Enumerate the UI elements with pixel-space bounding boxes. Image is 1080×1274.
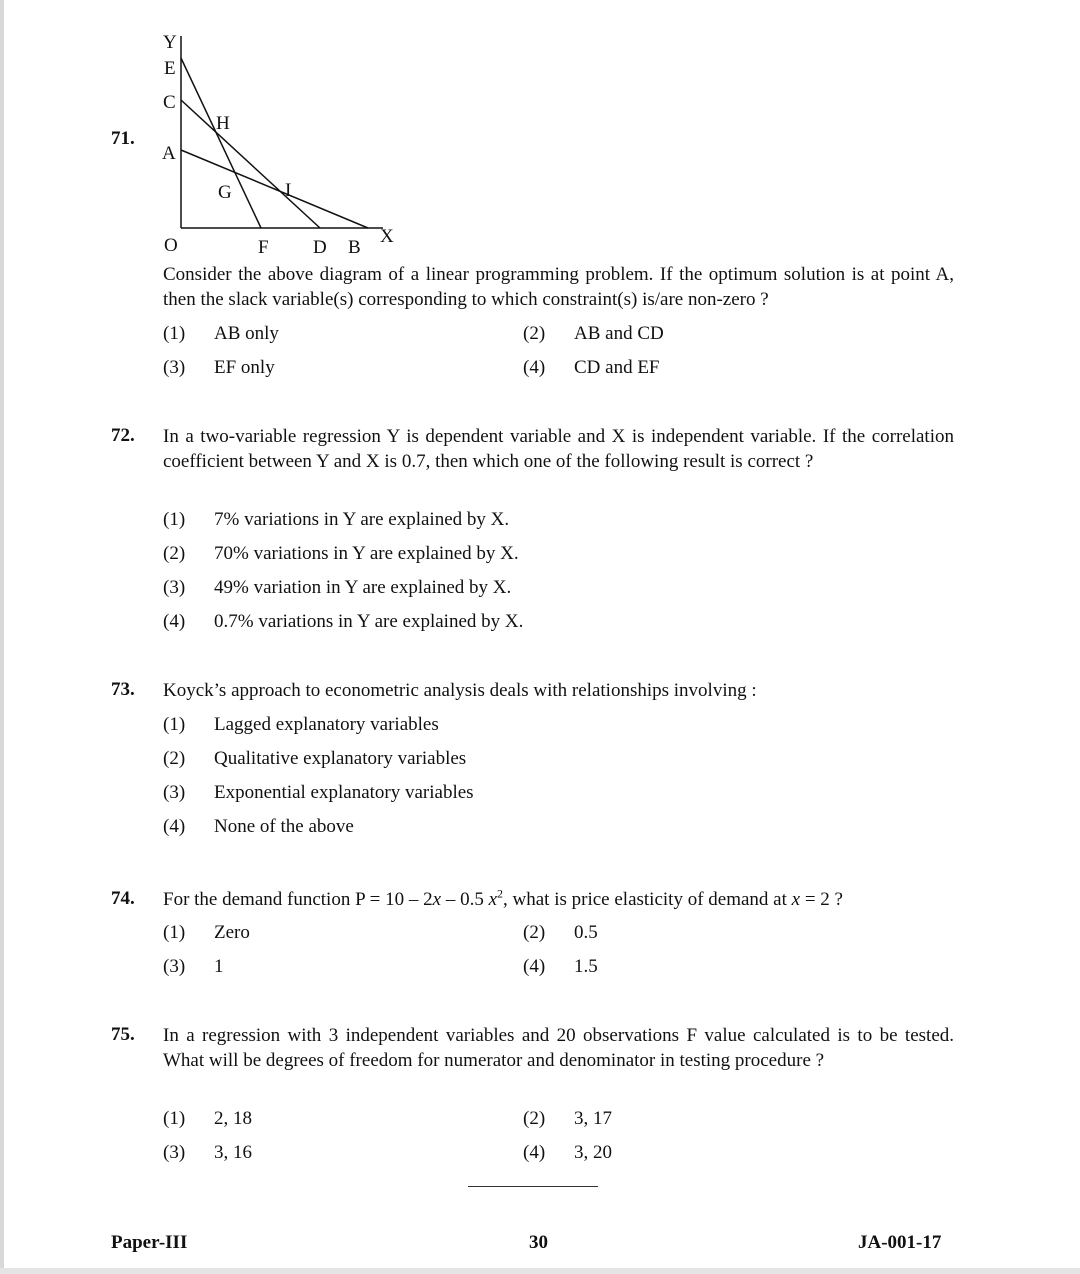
option-text: 1: [214, 956, 224, 977]
page-bottom-edge: [0, 1268, 1080, 1274]
q74-text-after: , what is price elasticity of demand at: [503, 889, 792, 910]
q74-text-mid: – 0.5: [441, 889, 489, 910]
label-D: D: [313, 237, 327, 258]
option-label: (2): [523, 922, 546, 943]
q74-var-x-eval: x: [791, 889, 801, 910]
option-label: (4): [523, 1142, 546, 1163]
option-text: EF only: [214, 357, 275, 378]
q74-exponent: 2: [497, 886, 504, 901]
option-text: CD and EF: [574, 357, 660, 378]
q74-option-1: [163, 921, 250, 945]
q75-option-2: [523, 1107, 612, 1131]
option-label: (2): [523, 1108, 546, 1129]
option-text: 3, 16: [214, 1142, 252, 1163]
q72-option-3: [163, 576, 511, 600]
q73-option-2: [163, 747, 466, 771]
q72-option-2: [163, 542, 519, 566]
question-74-text: [163, 887, 954, 912]
option-label: (2): [523, 323, 546, 344]
label-C: C: [163, 92, 176, 113]
option-text: 1.5: [574, 956, 598, 977]
option-text: Exponential explanatory variables: [214, 782, 474, 803]
footer-paper-label: Paper-III: [111, 1232, 188, 1253]
q71-option-1: [163, 322, 279, 346]
q74-option-4: [523, 955, 598, 979]
q73-option-3: [163, 781, 474, 805]
end-rule: [468, 1186, 598, 1187]
question-73-number: 73.: [111, 679, 135, 700]
option-label: (4): [523, 357, 546, 378]
option-text: AB and CD: [574, 323, 664, 344]
label-B: B: [348, 237, 361, 258]
q74-text-end: = 2 ?: [800, 889, 843, 910]
option-text: AB only: [214, 323, 279, 344]
option-text: 3, 20: [574, 1142, 612, 1163]
q74-text-before: For the demand function P = 10 – 2: [163, 889, 433, 910]
page-left-edge: [0, 0, 4, 1274]
constraint-line-CD: [181, 100, 320, 228]
option-label: (3): [163, 1142, 186, 1163]
option-label: (4): [523, 956, 546, 977]
option-text: None of the above: [214, 816, 354, 837]
option-text: 70% variations in Y are explained by X.: [214, 543, 519, 564]
q74-var-x-squared: x: [488, 889, 498, 910]
option-label: (3): [163, 357, 186, 378]
q72-option-4: [163, 610, 523, 634]
option-text: Qualitative explanatory variables: [214, 748, 467, 769]
option-label: (1): [163, 323, 186, 344]
question-72-number: 72.: [111, 425, 135, 446]
option-label: (1): [163, 922, 186, 943]
q74-option-2: [523, 921, 598, 945]
footer-code: JA-001-17: [858, 1232, 942, 1253]
label-x-axis: X: [380, 226, 394, 247]
label-G: G: [218, 182, 232, 203]
question-74-number: 74.: [111, 888, 135, 909]
label-F: F: [258, 237, 269, 258]
question-75-text: In a regression with 3 independent variables and 20 observations F value calculated is to be tested. What will be degrees of freedom for numerator and denominator in testing procedure ?: [163, 1025, 954, 1071]
option-text: 0.5: [574, 922, 598, 943]
q71-option-4: [523, 356, 660, 380]
q75-option-4: [523, 1141, 612, 1165]
option-label: (3): [163, 956, 186, 977]
q74-option-3: [163, 955, 224, 979]
footer-page-number: 30: [529, 1232, 548, 1253]
option-label: (2): [163, 543, 186, 564]
constraint-line-AB: [181, 150, 368, 228]
question-71-text: Consider the above diagram of a linear programming problem. If the optimum solution is at point A, then the slack variable(s) corresponding to which constraint(s) is/are non-zero ?: [163, 264, 954, 310]
option-text: 3, 17: [574, 1108, 612, 1129]
q72-option-1: [163, 508, 509, 532]
option-text: 2, 18: [214, 1108, 252, 1129]
label-I: I: [285, 180, 292, 201]
q71-option-3: [163, 356, 275, 380]
option-label: (1): [163, 714, 186, 735]
option-label: (1): [163, 509, 186, 530]
label-H: H: [216, 113, 230, 134]
option-label: (3): [163, 577, 186, 598]
option-label: (1): [163, 1108, 186, 1129]
option-text: 49% variation in Y are explained by X.: [214, 577, 512, 598]
q71-option-2: [523, 322, 664, 346]
question-71-number: 71.: [111, 128, 135, 149]
lpp-diagram: [150, 28, 410, 263]
label-origin: O: [164, 235, 178, 256]
option-label: (4): [163, 611, 186, 632]
question-75-number: 75.: [111, 1024, 135, 1045]
option-text: 7% variations in Y are explained by X.: [214, 509, 510, 530]
question-73-text: Koyck’s approach to econometric analysis deals with relationships involving :: [163, 680, 757, 701]
q74-var-x: x: [432, 889, 442, 910]
option-label: (2): [163, 748, 186, 769]
option-text: 0.7% variations in Y are explained by X.: [214, 611, 524, 632]
label-y-axis: Y: [163, 32, 177, 53]
q73-option-4: [163, 815, 354, 839]
q75-option-1: [163, 1107, 252, 1131]
q73-option-1: [163, 713, 439, 737]
option-text: Zero: [214, 922, 250, 943]
label-E: E: [164, 58, 176, 79]
label-A: A: [162, 143, 176, 164]
option-label: (3): [163, 782, 186, 803]
question-72-text: In a two-variable regression Y is dependent variable and X is independent variable. If the correlation coefficient between Y and X is 0.7, then which one of the following result is correct ?: [163, 426, 954, 472]
option-label: (4): [163, 816, 186, 837]
option-text: Lagged explanatory variables: [214, 714, 439, 735]
q75-option-3: [163, 1141, 252, 1165]
